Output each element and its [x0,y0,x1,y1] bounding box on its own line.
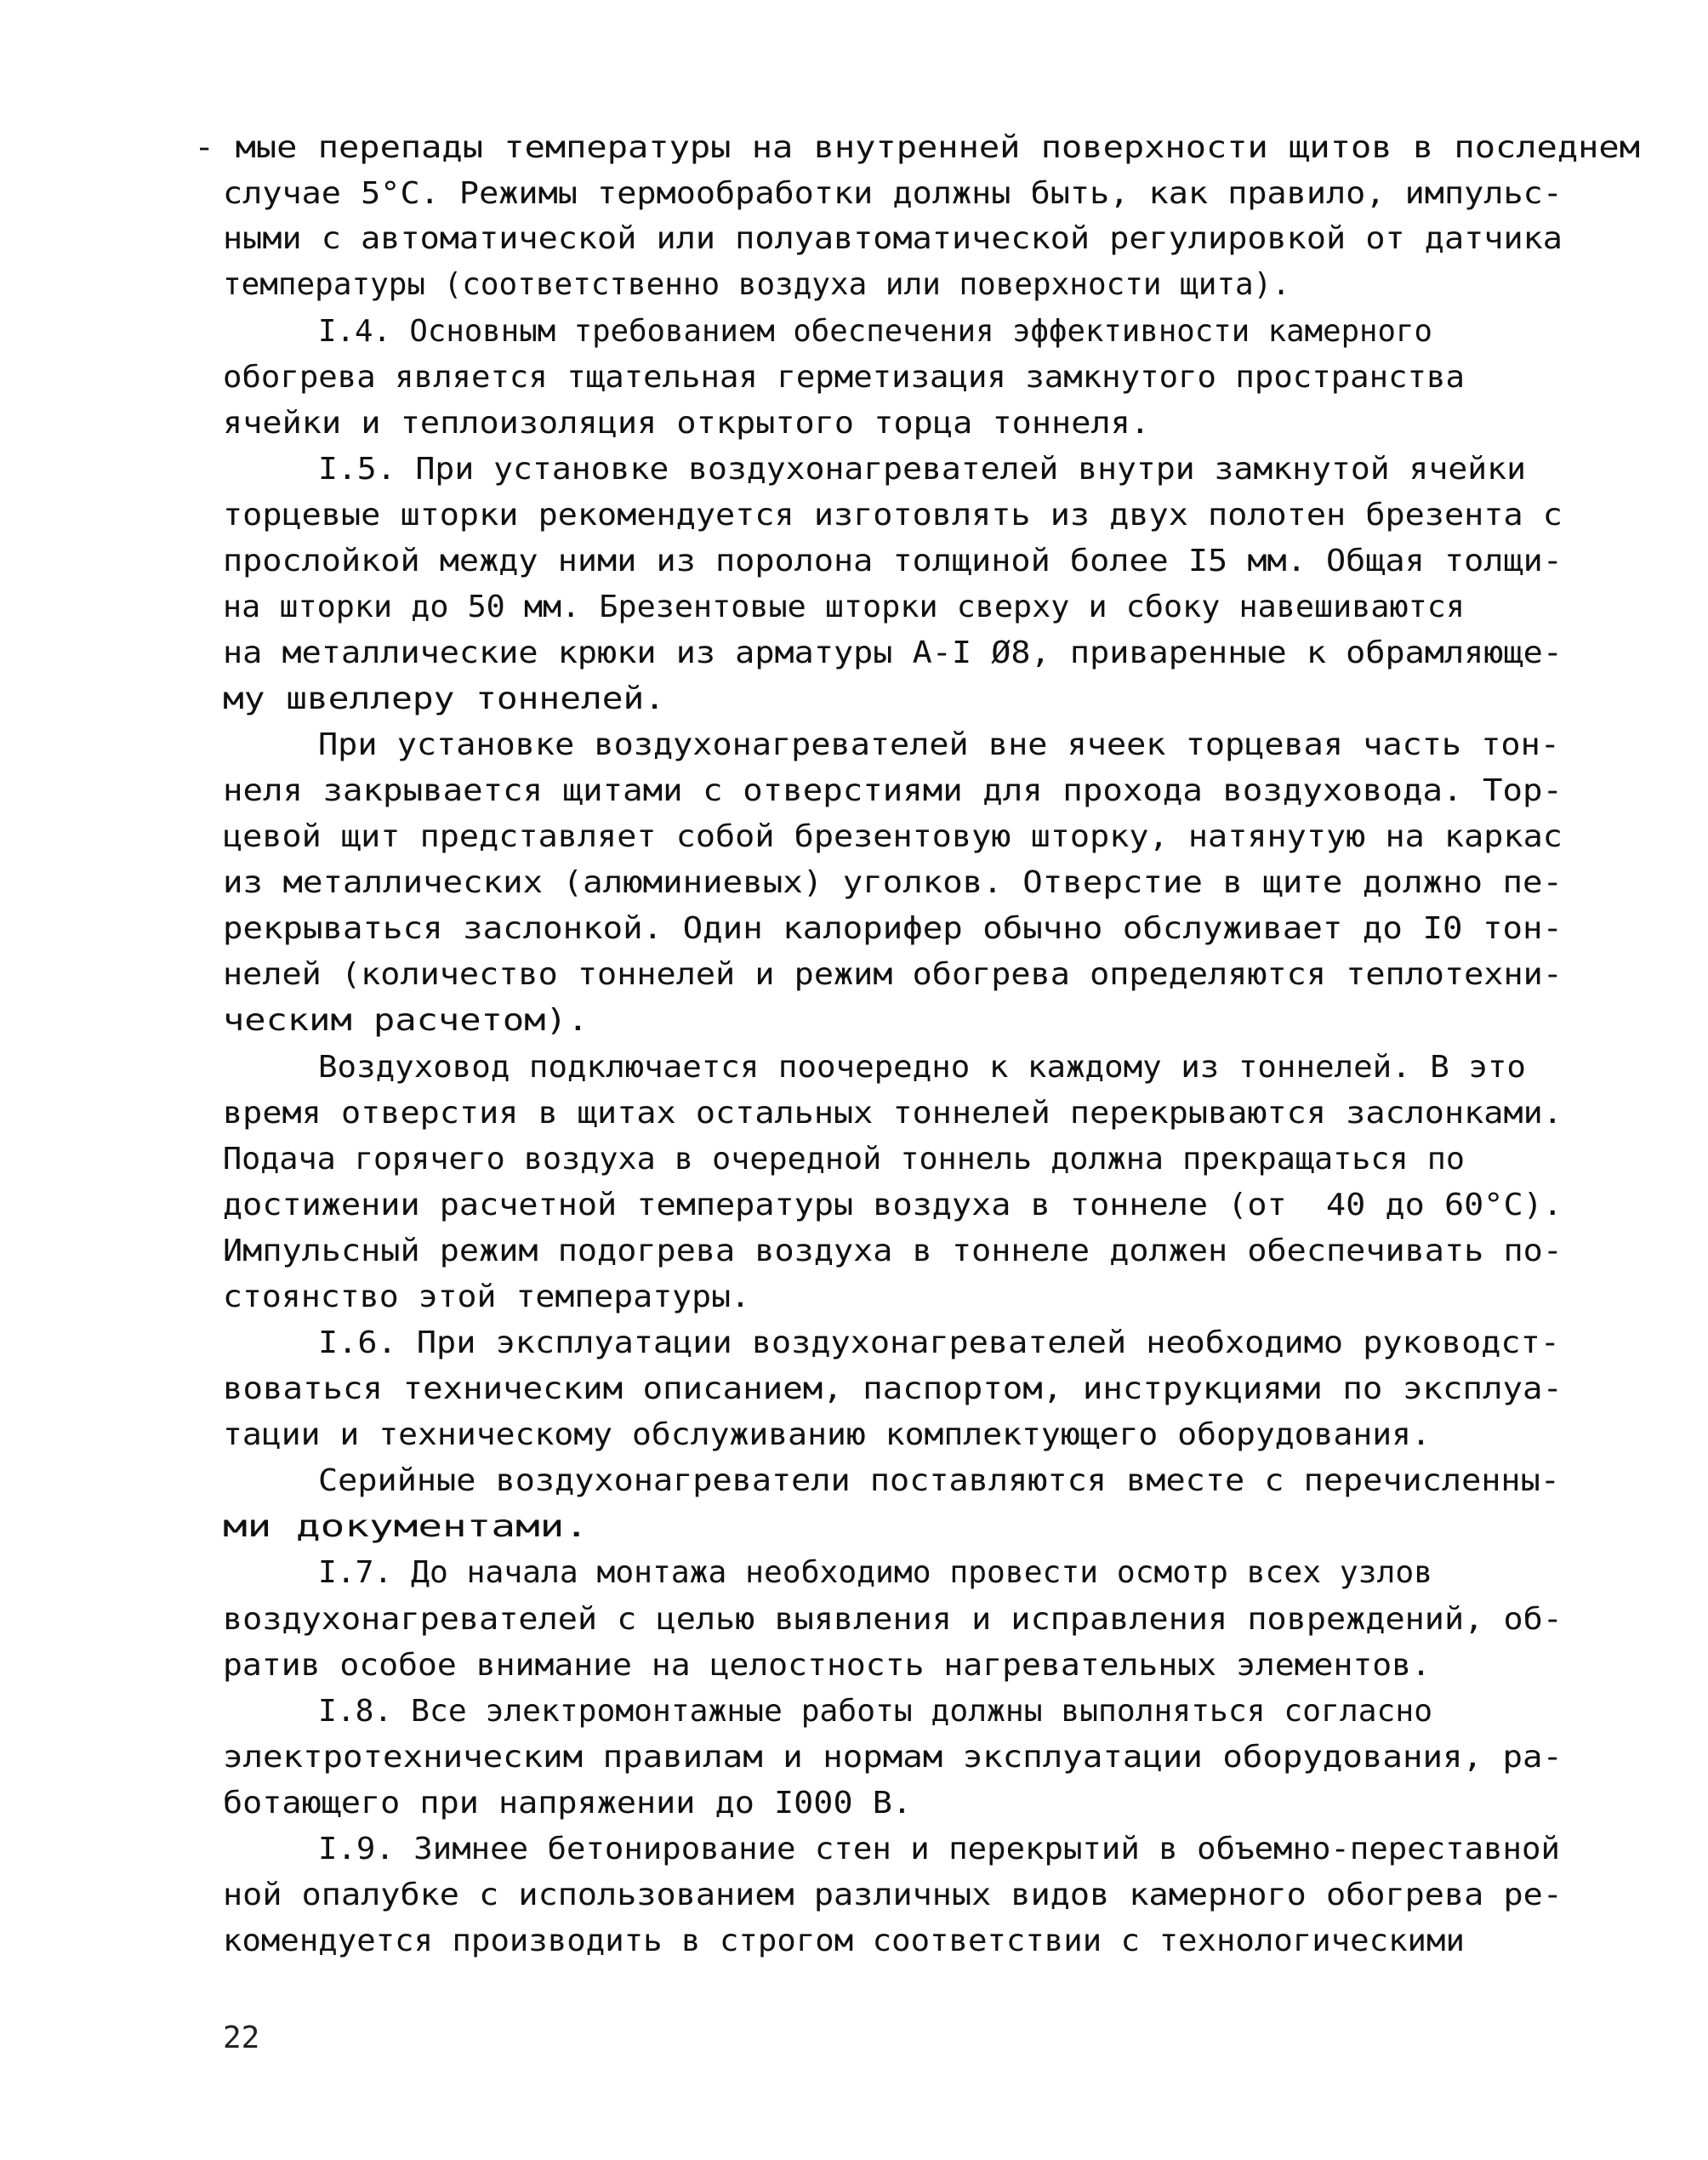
text-line: воздухонагревателей с целью выявления и исправления повреждений, об- [223,1602,1563,1637]
text-line: комендуется производить в строгом соответствии с технологическими [223,1923,1465,1958]
text-line: му швеллеру тоннелей. [223,681,666,716]
text-line: электротехническим правилам и нормам эксплуатации оборудования, ра- [223,1740,1563,1775]
text-line: Импульсный режим подогрева воздуха в тоннеле должен обеспечивать по- [223,1234,1563,1268]
text-line: ми документами. [223,1509,589,1544]
text-line: неля закрывается щитами с отверстиями для прохода воздуховода. Тор- [223,773,1563,808]
text-line: на шторки до 50 мм. Брезентовые шторки сверху и сбоку навешиваются [223,590,1465,624]
text-line: I.6. При эксплуатации воздухонагревателей необходимо руководст- [318,1325,1560,1360]
text-line: ячейки и теплоизоляция открытого торца тоннеля. [223,406,1150,441]
text-line: I.8. Все электромонтажные работы должны выполняться согласно [318,1694,1433,1729]
page-number: 22 [223,2020,260,2055]
text-line: I.5. При установке воздухонагревателей внутри замкнутой ячейки [318,452,1526,487]
text-line: торцевые шторки рекомендуется изготовлять из двух полотен брезента с [223,498,1563,533]
text-line: I.9. Зимнее бетонирование стен и перекрытий в объемно-переставной [318,1832,1560,1866]
text-line: температуры (соответственно воздуха или поверхности щита). [223,267,1290,302]
text-line: из металлических (алюминиевых) уголков. Отверстие в щите должно пе- [223,865,1563,900]
text-line: цевой щит представляет собой брезентовую шторку, натянутую на каркас [223,819,1563,854]
text-line: I.7. До начала монтажа необходимо провести осмотр всех узлов [318,1555,1433,1590]
text-line: ботающего при напряжении до I000 В. [223,1786,913,1821]
text-line: прослойкой между ними из поролона толщиной более I5 мм. Общая толщи- [223,544,1563,578]
text-line: достижении расчетной температуры воздуха в тоннеле (от 40 до 60°С). [223,1188,1563,1222]
text-line: ной опалубке с использованием различных видов камерного обогрева ре- [223,1878,1563,1912]
text-line: - мые перепады температуры на внутренней поверхности щитов в последнем [194,130,1640,165]
text-line: тации и техническому обслуживанию комплектующего оборудования. [223,1417,1431,1452]
text-line: Подача горячего воздуха в очередной тоннель должна прекращаться по [223,1142,1465,1177]
text-line: стоянство этой температуры. [223,1279,751,1314]
text-line: I.4. Основным требованием обеспечения эффективности камерного [318,314,1432,349]
text-line: Серийные воздухонагреватели поставляются вместе с перечисленны- [318,1463,1560,1498]
text-line: ратив особое внимание на целостность нагревательных элементов. [223,1648,1431,1683]
text-line: нелей (количество тоннелей и режим обогрева определяются теплотехни- [223,957,1563,992]
text-line: обогрева является тщательная герметизация замкнутого пространства [223,360,1465,395]
text-line: на металлические крюки из арматуры А-I Ø8, приваренные к обрамляюще- [223,635,1563,670]
text-line: воваться техническим описанием, паспортом, инструкциями по эксплуа- [223,1371,1563,1406]
text-line: Воздуховод подключается поочередно к каждому из тоннелей. В это [318,1050,1526,1085]
text-line: время отверстия в щитах остальных тоннелей перекрываются заслонками. [223,1096,1563,1131]
text-line: ческим расчетом). [223,1003,589,1038]
text-line: При установке воздухонагревателей вне ячеек торцевая часть тон- [318,727,1560,762]
text-line: случае 5°С. Режимы термообработки должны быть, как правило, импульс- [223,176,1563,211]
text-line: рекрываться заслонкой. Один калорифер обычно обслуживает до I0 тон- [223,911,1563,946]
text-line: ными с автоматической или полуавтоматической регулировкой от датчика [223,221,1563,256]
